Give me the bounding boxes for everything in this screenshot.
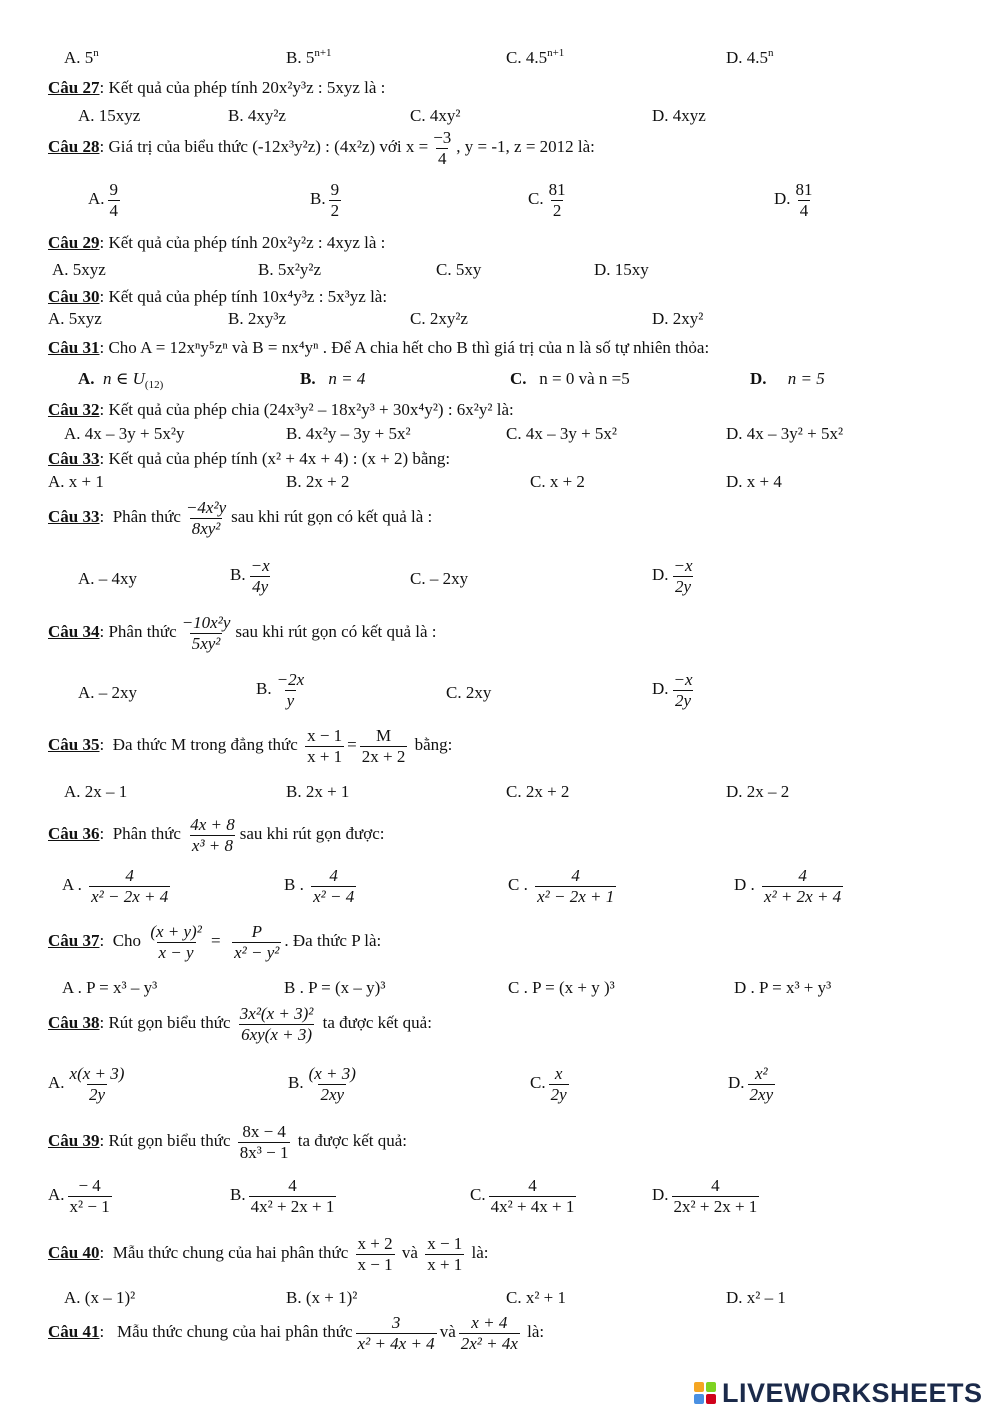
question-36: Câu 36: Phân thức $\frac{4x + 8}{\text{x³ + 8}}$ sau khi rút gọn được: <box>48 815 385 855</box>
question-39: Câu 39: Rút gọn biểu thức $\frac{8x - 4}{\text{8x³ − 1}}$ ta được kết quả: <box>48 1122 408 1162</box>
q32-option-d: D. 4x – 3y² + 5x² <box>726 424 844 443</box>
q39-option-b: B. $\frac{4}{\text{4x² + 2x + 1}}$ <box>230 1176 335 1216</box>
q39-option-d: D. $\frac{4}{\text{2x² + 2x + 1}}$ <box>652 1176 758 1216</box>
q37-option-d: D . P = x³ + y³ <box>734 978 832 997</box>
question-40: Câu 40: Mẫu thức chung của hai phân thức $\frac{x + 2}{x - 1}$ và $\frac{x - 1}{x + 1}$ là: <box>48 1234 489 1274</box>
q37-option-c: C . P = (x + y )³ <box>508 978 615 997</box>
q30-option-c: C. 2xy²z <box>410 309 468 328</box>
q39-option-c: C. $\frac{4}{\text{4x² + 4x + 1}}$ <box>470 1176 575 1216</box>
question-38: Câu 38: Rút gọn biểu thức $\frac{\text{3x²(x + 3)²}}{6xy(x + 3)}$ ta được kết quả: <box>48 1004 432 1044</box>
q36-option-c: C . $\frac{4}{\text{x² − 2x + 1}}$ <box>508 866 615 906</box>
question-number: Câu 28 <box>48 136 100 156</box>
question-32: Câu 32: Kết quả của phép chia (24x³y² – 18x²y³ + 30x⁴y²) : 6x²y² là: <box>48 400 514 419</box>
question-35: Câu 35: Đa thức M trong đẳng thức $\frac{x - 1}{x + 1}$ = $\frac{M}{2x + 2}$ bằng: <box>48 726 453 766</box>
question-31: Câu 31: Cho A = 12xⁿy⁵zⁿ và B = nx⁴yⁿ . Để A chia hết cho B thì giá trị của n là số tự nhiên thỏa: <box>48 338 710 357</box>
q36-option-b: B . $\frac{4}{\text{x² − 4}}$ <box>284 866 355 906</box>
question-number: Câu 29 <box>48 233 100 252</box>
question-30: Câu 30: Kết quả của phép tính 10x⁴y³z : 5x³yz là: <box>48 287 388 306</box>
q40-option-d: D. x² – 1 <box>726 1288 786 1307</box>
q29-option-c: C. 5xy <box>436 260 482 279</box>
q33b-option-a: A. – 4xy <box>78 569 138 588</box>
q33a-option-a: A. x + 1 <box>48 472 104 491</box>
question-29: Câu 29: Kết quả của phép tính 20x²y²z : 4xyz là : <box>48 233 386 252</box>
q32-option-a: A. 4x – 3y + 5x²y <box>64 424 185 443</box>
q34-option-b: B. $\frac{-2x}{y}$ <box>256 670 305 710</box>
x-value-fraction: $\frac{-3}{4}$ <box>433 128 452 168</box>
top-option-b: B. $5^{n+1}$ <box>286 47 332 67</box>
q33b-option-d: D. $\frac{-x}{2y}$ <box>652 556 693 596</box>
q38-option-b: B. $\frac{(x + 3)}{2xy}$ <box>288 1064 356 1104</box>
question-41: Câu 41: Mẫu thức chung của hai phân thức $\frac{3}{\text{x² + 4x + 4}}$ và $\frac{x + 4}{\text{2x² + 4x}}$ là: <box>48 1313 545 1353</box>
q31-option-a: A. n ∈ $U_{(12)}$ <box>78 369 164 391</box>
question-34: Câu 34: Phân thức $\frac{\text{−10x²y}}{\text{5xy²}}$ sau khi rút gọn có kết quả là : <box>48 613 437 653</box>
q40-option-b: B. (x + 1)² <box>286 1288 358 1307</box>
q27-option-a: A. 15xyz <box>78 106 141 125</box>
q34-option-c: C. 2xy <box>446 683 492 702</box>
q27-option-c: C. 4xy² <box>410 106 461 125</box>
question-33b: Câu 33: Phân thức $\frac{\text{−4x²y}}{\text{8xy²}}$ sau khi rút gọn có kết quả là : <box>48 498 433 538</box>
question-text: Kết quả của phép tính 20x²y³z : 5xyz là : <box>108 78 386 97</box>
question-33a: Câu 33: Kết quả của phép tính (x² + 4x + 4) : (x + 2) bằng: <box>48 449 451 468</box>
q29-option-a: A. 5xyz <box>52 260 106 279</box>
q39-option-a: A. $\frac{- 4}{\text{x² − 1}}$ <box>48 1176 110 1216</box>
question-28: Câu 28: Giá trị của biểu thức (-12x³y²z) : (4x²z) với x = $\frac{-3}{4}$ , y = -1, z = 2012 là: <box>48 128 595 168</box>
q32-option-c: C. 4x – 3y + 5x² <box>506 424 618 443</box>
question-number: Câu 32 <box>48 400 100 419</box>
question-number: Câu 30 <box>48 287 100 306</box>
question-number: Câu 36 <box>48 823 100 843</box>
question-number: Câu 38 <box>48 1012 100 1032</box>
q36-option-d: D . $\frac{4}{\text{x² + 2x + 4}}$ <box>734 866 842 906</box>
question-number: Câu 35 <box>48 734 100 754</box>
q38-option-c: C. $\frac{x}{2y}$ <box>530 1064 567 1104</box>
q37-option-a: A . P = x³ – y³ <box>62 978 158 997</box>
question-37: Câu 37: Cho $\frac{\text{(x + y)²}}{x - y}$ = $\frac{P}{\text{x² − y²}}$ . Đa thức P là: <box>48 922 382 962</box>
q31-option-d: D. n = 5 <box>750 369 825 388</box>
q27-option-b: B. 4xy²z <box>228 106 286 125</box>
question-number: Câu 39 <box>48 1130 100 1150</box>
q28-option-c: C. $\frac{81}{2}$ <box>528 180 566 220</box>
question-number: Câu 40 <box>48 1242 100 1262</box>
logo-grid-icon <box>694 1382 716 1404</box>
q33a-option-b: B. 2x + 2 <box>286 472 350 491</box>
q38-option-d: D. $\frac{\text{x²}}{2xy}$ <box>728 1064 774 1104</box>
q35-option-d: D. 2x – 2 <box>726 782 790 801</box>
q32-option-b: B. 4x²y – 3y + 5x² <box>286 424 411 443</box>
question-number: Câu 33 <box>48 449 100 468</box>
q29-option-b: B. 5x²y²z <box>258 260 322 279</box>
q33b-option-b: B. $\frac{-x}{4y}$ <box>230 556 270 596</box>
top-option-d: D. 4.5$^n$ <box>726 47 774 67</box>
question-number: Câu 41 <box>48 1321 100 1341</box>
question-number: Câu 33 <box>48 506 100 526</box>
q34-option-d: D. $\frac{-x}{2y}$ <box>652 670 693 710</box>
q27-option-d: D. 4xyz <box>652 106 706 125</box>
top-option-c: C. $4.5^{n+1}$ <box>506 47 565 67</box>
q37-option-b: B . P = (x – y)³ <box>284 978 386 997</box>
q38-option-a: A. $\frac{x(x + 3)}{2y}$ <box>48 1064 125 1104</box>
q28-option-b: B. $\frac{9}{2}$ <box>310 180 340 220</box>
q33a-option-c: C. x + 2 <box>530 472 585 491</box>
q35-option-b: B. 2x + 1 <box>286 782 350 801</box>
q30-option-a: A. 5xyz <box>48 309 102 328</box>
liveworksheets-logo[interactable] <box>694 1378 983 1408</box>
question-27: Câu 27: Kết quả của phép tính 20x²y³z : 5xyz là : <box>48 78 386 97</box>
question-number: Câu 27 <box>48 78 100 97</box>
top-option-a: A. 5$^n$ <box>64 47 99 67</box>
q28-option-a: A. $\frac{9}{4}$ <box>88 180 119 220</box>
question-number: Câu 34 <box>48 621 100 641</box>
q29-option-d: D. 15xy <box>594 260 649 279</box>
q28-option-d: D. $\frac{81}{4}$ <box>774 180 813 220</box>
question-number: Câu 37 <box>48 930 100 950</box>
q35-option-c: C. 2x + 2 <box>506 782 570 801</box>
q33b-option-c: C. – 2xy <box>410 569 469 588</box>
q35-option-a: A. 2x – 1 <box>64 782 128 801</box>
q40-option-c: C. x² + 1 <box>506 1288 567 1307</box>
q30-option-d: D. 2xy² <box>652 309 704 328</box>
q31-option-b: B. n = 4 <box>300 369 366 388</box>
q40-option-a: A. (x – 1)² <box>64 1288 136 1307</box>
q30-option-b: B. 2xy³z <box>228 309 286 328</box>
q33a-option-d: D. x + 4 <box>726 472 782 491</box>
q36-option-a: A . $\frac{4}{\text{x² − 2x + 4}}$ <box>62 866 169 906</box>
q31-option-c: C. n = 0 và n =5 <box>510 369 630 388</box>
q34-option-a: A. – 2xy <box>78 683 138 702</box>
question-number: Câu 31 <box>48 338 100 357</box>
logo-text: LIVEWORKSHEETS <box>722 1377 983 1408</box>
